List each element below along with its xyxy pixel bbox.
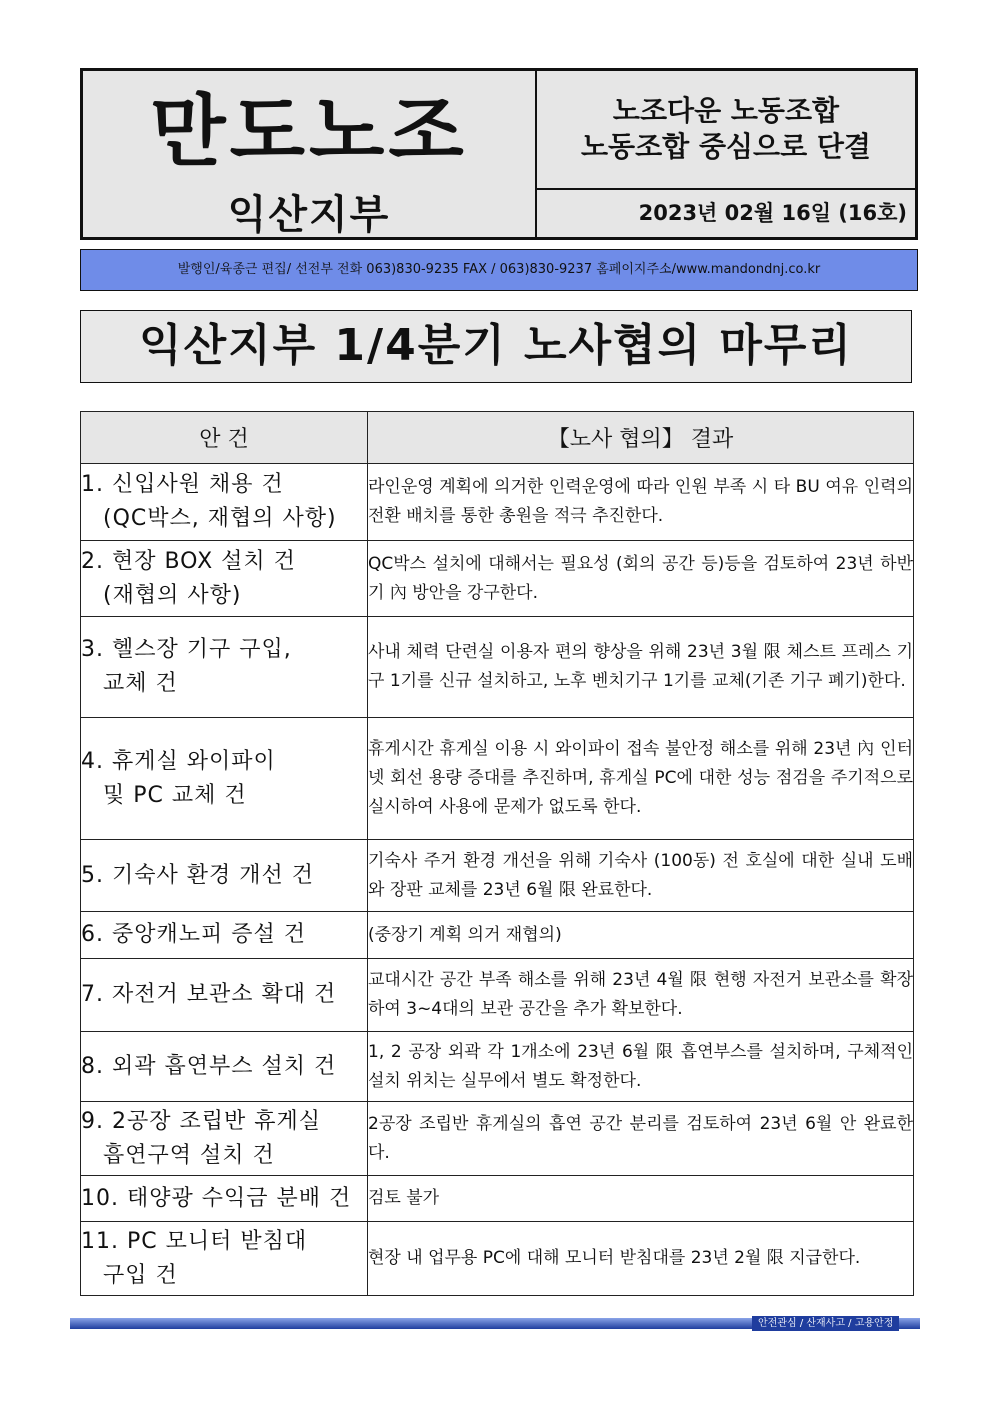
agenda-item [81,718,368,840]
agenda-item [81,1176,368,1222]
table-row [81,617,914,718]
agenda-result: 2공장 조립반 휴게실의 흡연 공간 분리를 검토하여 23년 6월 안 완료한다. [368,1102,914,1176]
agenda-line: 및 PC 교체 건 [103,782,247,808]
table-row [81,1176,914,1222]
agenda-line: 5. 기숙사 환경 개선 건 [81,862,314,888]
agenda-line: 구입 건 [103,1262,178,1288]
agenda-line: 8. 외곽 흡연부스 설치 건 [81,1053,337,1079]
agenda-line: 7. 자전거 보관소 확대 건 [81,982,337,1007]
agenda-line: 4. 휴게실 와이파이 [81,748,276,774]
agenda-line: 6. 중앙캐노피 증설 건 [81,922,306,947]
agenda-line: (재협의 사항) [103,582,242,608]
result-column-header: 【노사 협의】 결과 [368,412,914,464]
agenda-line: (QC박스, 재협의 사항) [103,506,337,531]
table-row [81,1222,914,1296]
agenda-result: 라인운영 계획에 의거한 인력운영에 따라 인원 부족 시 타 BU 여유 인력의 전환 배치를 통한 총원을 적극 추진한다. [368,464,914,541]
headline: 익산지부 1/4분기 노사협의 마무리 [80,310,912,383]
agenda-result: 휴게시간 휴게실 이용 시 와이파이 접속 불안정 해소를 위해 23년 內 인터넷 회선 용량 증대를 추진하며, 휴게실 PC에 대한 성능 점검을 주기적으로 실시하여 사용에 문제가 없도록 한다. [368,718,914,840]
table-row [81,464,914,541]
agenda-line: 3. 헬스장 기구 구입, [81,637,292,662]
table-row [81,912,914,959]
publisher-info-bar: 발행인/육종근 편집/ 선전부 전화 063)830-9235 FAX / 063)830-9237 홈페이지주소/www.mandondnj.co.kr [80,249,918,291]
agenda-line: 2. 현장 BOX 설치 건 [81,548,296,574]
agenda-item [81,840,368,912]
agenda-item [81,1102,368,1176]
agenda-column-header: 안 건 [81,412,368,464]
slogan-block [537,71,915,190]
agenda-result: 교대시간 공간 부족 해소를 위해 23년 4월 限 현행 자전거 보관소를 확장하여 3~4대의 보관 공간을 추가 확보한다. [368,959,914,1032]
table-row [81,840,914,912]
agenda-item [81,959,368,1032]
agenda-item [81,464,368,541]
agenda-result: QC박스 설치에 대해서는 필요성 (회의 공간 등)등을 검토하여 23년 하반기 內 방안을 강구한다. [368,541,914,617]
agenda-line: 10. 태양광 수익금 분배 건 [81,1185,352,1211]
agenda-line: 11. PC 모니터 받침대 [81,1228,308,1254]
agenda-line: 흡연구역 설치 건 [103,1142,275,1168]
agenda-result: 1, 2 공장 외곽 각 1개소에 23년 6월 限 흡연부스를 설치하며, 구체적인 설치 위치는 실무에서 별도 확정한다. [368,1032,914,1102]
masthead-title-block [83,71,537,237]
branch-name: 익산지부 [227,192,391,238]
table-row [81,541,914,617]
agenda-result: 현장 내 업무용 PC에 대해 모니터 받침대를 23년 2월 限 지급한다. [368,1222,914,1296]
agenda-line: 교체 건 [103,671,178,696]
newsletter-title: 만도노조 [150,87,468,177]
agenda-item [81,912,368,959]
table-row [81,1102,914,1176]
agenda-result: 기숙사 주거 환경 개선을 위해 기숙사 (100동) 전 호실에 대한 실내 도배와 장판 교체를 23년 6월 限 완료한다. [368,840,914,912]
agenda-line: 1. 신입사원 채용 건 [81,472,284,497]
table-row [81,959,914,1032]
agenda-item [81,617,368,718]
slogan-line-1: 노조다운 노동조합 [612,94,840,127]
agenda-result: 검토 불가 [368,1176,914,1222]
agenda-item [81,541,368,617]
slogan-line-2: 노동조합 중심으로 단결 [581,130,871,163]
masthead [80,68,918,240]
agenda-result: 사내 체력 단련실 이용자 편의 향상을 위해 23년 3월 限 체스트 프레스 기구 1기를 신규 설치하고, 노후 벤치기구 1기를 교체(기존 기구 폐기)한다. [368,617,914,718]
agenda-item [81,1032,368,1102]
table-row [81,718,914,840]
table-row [81,1032,914,1102]
agenda-result: (중장기 계획 의거 재협의) [368,912,914,959]
agenda-item [81,1222,368,1296]
agenda-line: 9. 2공장 조립반 휴게실 [81,1108,321,1134]
issue-date: 2023년 02월 16일 (16호) [638,201,907,225]
table-header-row [81,412,914,464]
footer-tag: 안전관심 / 산재사고 / 고용안정 [752,1316,899,1331]
agenda-table [80,411,914,1296]
